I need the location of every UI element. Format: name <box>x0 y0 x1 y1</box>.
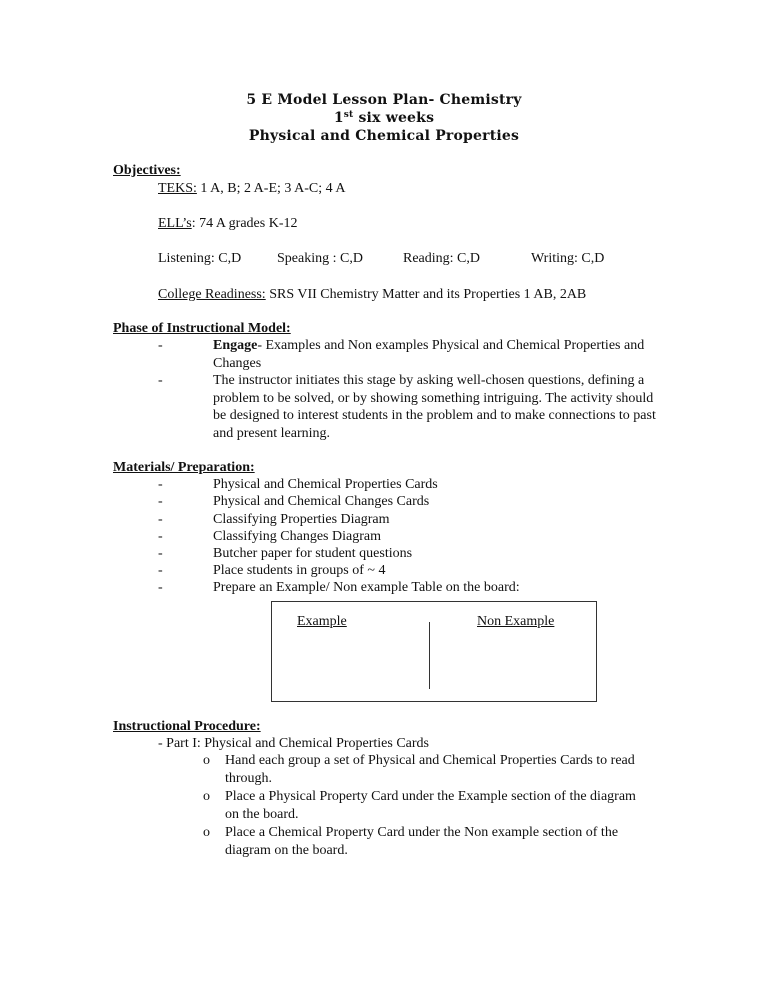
dash-bullet: - <box>158 580 163 595</box>
ells-value: : 74 A grades K-12 <box>191 216 298 231</box>
subtitle-text: six weeks <box>353 110 435 126</box>
circle-bullet: o <box>203 789 210 804</box>
materials-item: Place students in groups of ~ 4 <box>213 563 386 578</box>
college-readiness-value: SRS VII Chemistry Matter and its Properties 1 AB, 2AB <box>265 287 587 302</box>
listening-text: Listening: C,D <box>158 251 242 266</box>
instructor-item: The instructor initiates this stage by asking well-chosen questions, defining a problem to be solved, or by showing something intriguing. The activity should be designed to interest students in the problem and to make connections to past and present learning. <box>213 373 656 441</box>
materials-item: Physical and Chemical Properties Cards <box>213 477 438 492</box>
materials-item: Physical and Chemical Changes Cards <box>213 494 430 509</box>
teks-line <box>158 180 345 198</box>
document-subtitle <box>0 110 768 128</box>
college-readiness-label: College Readiness: <box>158 287 266 302</box>
circle-bullet: o <box>203 825 210 840</box>
engage-text: - Examples and Non examples Physical and Chemical Properties and Changes <box>213 338 645 371</box>
engage-item <box>213 337 663 372</box>
procedure-item: Hand each group a set of Physical and Chemical Properties Cards to read through. <box>225 753 635 786</box>
dash-bullet: - <box>158 477 163 492</box>
dash-bullet: - <box>158 512 163 527</box>
dash-bullet: - <box>158 529 163 544</box>
engage-label: Engage <box>213 338 258 353</box>
college-readiness-line <box>158 286 586 304</box>
subtitle-number: 1 <box>333 110 344 126</box>
ells-label: ELL’s <box>158 216 192 231</box>
procedure-item: Place a Chemical Property Card under the Non example section of the diagram on the board. <box>225 825 619 858</box>
dash-bullet: - <box>158 546 163 561</box>
materials-item: Classifying Properties Diagram <box>213 512 390 527</box>
document-topic: Physical and Chemical Properties <box>248 128 520 144</box>
non-example-column-header: Non Example <box>477 614 555 629</box>
speaking-text: Speaking : C,D <box>277 251 363 266</box>
procedure-item: Place a Physical Property Card under the Example section of the diagram on the board. <box>225 789 636 822</box>
circle-bullet: o <box>203 753 210 768</box>
dash-bullet: - <box>158 494 163 509</box>
reading-text: Reading: C,D <box>403 251 480 266</box>
dash-bullet: - <box>158 373 163 388</box>
materials-item: Classifying Changes Diagram <box>213 529 381 544</box>
document-title: 5 E Model Lesson Plan- Chemistry <box>246 92 522 108</box>
objectives-heading: Objectives: <box>113 163 181 178</box>
dash-bullet: - <box>158 563 163 578</box>
materials-item: Prepare an Example/ Non example Table on the board: <box>213 580 520 595</box>
writing-text: Writing: C,D <box>531 251 605 266</box>
example-column-header: Example <box>297 614 347 629</box>
materials-heading: Materials/ Preparation: <box>113 460 255 475</box>
example-table <box>271 601 597 702</box>
part-one-heading: - Part I: Physical and Chemical Properties Cards <box>158 736 429 751</box>
phase-heading: Phase of Instructional Model: <box>113 321 291 336</box>
teks-label: TEKS: <box>158 181 197 196</box>
table-divider <box>429 622 430 689</box>
materials-item: Butcher paper for student questions <box>213 546 413 561</box>
subtitle-ordinal: st <box>343 110 354 120</box>
teks-value: 1 A, B; 2 A-E; 3 A-C; 4 A <box>196 181 346 196</box>
procedure-heading: Instructional Procedure: <box>113 719 261 734</box>
ells-line <box>158 215 297 233</box>
dash-bullet: - <box>158 338 163 353</box>
